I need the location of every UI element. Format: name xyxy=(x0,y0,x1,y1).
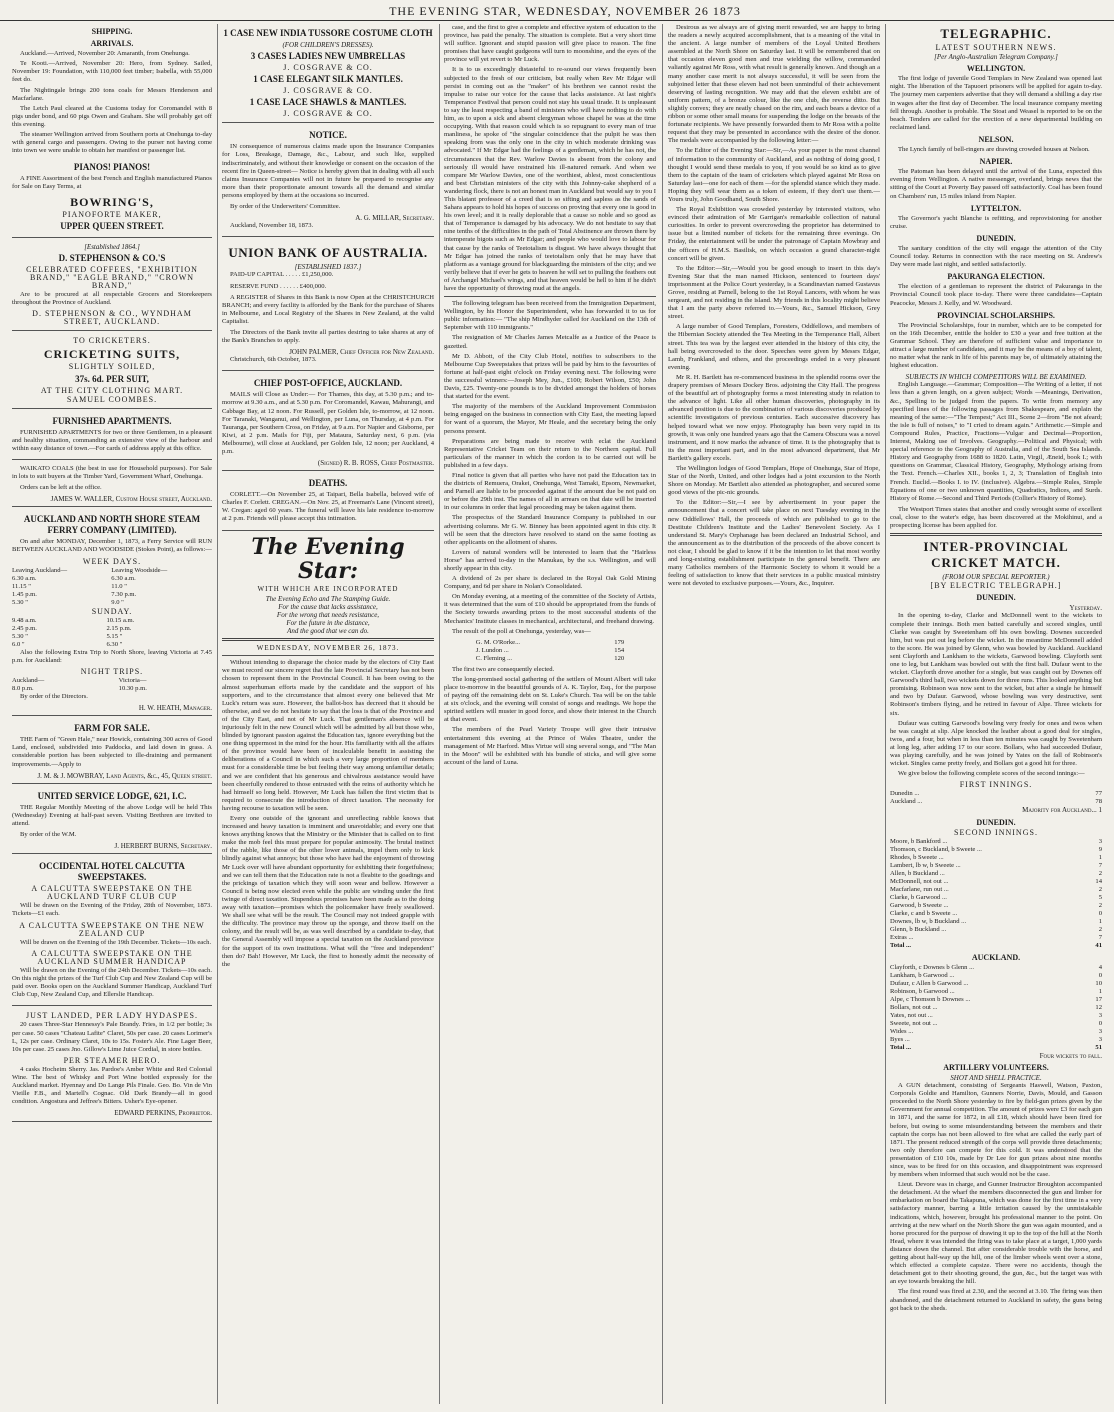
table-row xyxy=(890,1004,1102,1012)
editorial-paragraph: Without intending to disparage the choice made by the electors of City East we must record our sincere regret that the late Provincial Secretary has not been chosen to represent them in the Provincial Council. It has been owing to the almost superhuman efforts made by the candidate and the support of his supporters, and to the circumstance that almost every one believed that Mr Luck's return was sure. However, the ballot-box has decreed that it should be otherwise, and we do not hesitate to say that the loss is that of the Province and of the City East, and not of Mr Luck. That gentleman's absence will be injuriously felt in the new Council which will be admitted by all but those who, blinded by ignorant passion against the Education tax, ignore everything but the one thing uppermost in the mind for the hour. His familiarity with all the affairs of the province would have been of incalculable benefit in assisting the deliberations of a Council in which such a very large proportion of members must for a considerable time be but feeling their way among unfamiliar details; and we are confident that his generous and chivalrous assistance would have been cheerfully rendered to those entrusted with the reins of authority which he had himself so long held. However, Mr Luck has fallen the first victim that is required to consecrate the introduction of direct taxation. The necessity for having recourse to taxation will be seen. xyxy=(222,659,434,812)
post-office-ad xyxy=(222,374,434,471)
scholarships-body: The Provincial Scholarships, four in number, which are to be competed for on the 16th December, entitle the holder to £30 a year and free tuition at the Grammar School. They are therefore of sufficient value and importance to attract a large number of candidates, and it may be the means of a boy of talent, no matter what the rank in life of his parents may be, of ultimately attaining the highest education. xyxy=(890,321,1102,370)
column-divider xyxy=(217,24,218,1404)
news-paragraph: It is to us exceedingly distasteful to re-sound our views frequently been subjected to the fresh of our criticism, but really when Rev Mr Edgar will persist in coming out as the "maker" of his brethren we cannot resist the impulse to raise our voice for the cause that lacks assistance. At last night's Temperance Festival that person could not stay his usual tirade. It is unpleasant to say the least respecting a band of ministers who will have nothing to do with him, as to upon a sick and absent clergyman whose chapel he was at the time occupying. With that reason could which is so repugnant to every man of true manliness, he spoke of "the singular coincidence that the pulpit he was then speaking from was the only one in the city in which moderate drinking was advocated." If Mr Edgar had the feelings of a gentleman, which he has not, the circumstances that the Rev. Warlow Davies is absent from the colony and seriously ill would have restrained his ill-natured remark. And when we compare Mr Warlow Davies, one of the worthiest, ablest, most conscientious and best Christian ministers of the city with this Johnny-cake shepherd of a wandering flock, there is not an honest man in Auckland but would say to you I This blatant professor of a creed that is so sifting and sapless as the sands of Sahara appears to hold his hopes of success on proving that every one is good in his own level; and it is really deplorable that a cause so noble and so good as that of Temperance is damaged by his advocacy. We do not hesitate to say that nine tenths of the difficulties in the path of Total Abstinence are thrown there by intemperate bigots such as Mr Edgar; and people who would love to labour for that cause by the ranks of Teetotalism is disgust. We have always thought that Mr Edgar has joined the ranks of teetotalism only that he may have that platform as a vantage ground for blackguarding the ministers of the city; and we verily believe that if ever he gets to heaven he will set to pulling the feathers out of Archangel Michael's wings, and that heaven would be hell to him if he didn't have the opportunity of throwing mud at the angels. xyxy=(444,66,656,292)
batsman-runs: 1 xyxy=(1098,917,1102,925)
deaths-body: CORLETT.—On November 25, at Taipari, Bella Isabella, beloved wife of Charles F. Corlett. CREGAN.—On Nov. 25, at Freeman's Lane (Vincent street), W. Cregan: aged 60 years. The funeral will leave his late residence to-morrow at 2 p.m. Friends will please accept this intimation. xyxy=(222,491,434,523)
batsman-name: Robinson, b Garwood ... xyxy=(890,987,955,995)
news-items xyxy=(668,24,880,588)
cricket-yesterday: Yesterday. xyxy=(1069,604,1102,613)
artillery-heading: ARTILLERY VOLUNTEERS. xyxy=(943,1062,1049,1072)
sweepstakes-title: OCCIDENTAL HOTEL CALCUTTA SWEEPSTAKES. xyxy=(39,861,185,883)
batsman-name: Clarke, c and b Sweete ... xyxy=(890,909,958,917)
bowring-address: UPPER QUEEN STREET. xyxy=(60,220,164,231)
established-note: [Established 1864.] xyxy=(84,242,140,251)
total-label: Total ... xyxy=(890,1043,912,1051)
westport-body: The Westport Times states that another and costly wrought some of excellent coal, close to the water's edge, has been discovered at the Mokihinui, and a prospecting license has been applied for. xyxy=(890,505,1102,529)
first-innings-heading: FIRST INNINGS. xyxy=(959,780,1033,790)
post-office-body: MAILS will Close as Under:— For Thames, this day, at 5.30 p.m.; and to-morrow at 9.30 a.m., and at 5.30 p.m. For Coromandel, Kawau, Mahurangi, and Cabbage Bay, at 12 noon. For Russell, per Golden Isle, to-morrow, at 12 noon. For Taranaki, Wanganui, and Wellington, per Luna, on Thursday, at 4 p.m. For Tauranga, per Southern Cross, on Friday, at 9 a.m. For Napier and Gisborne, per Kiwi, at 2 p.m. Mails for Fiji, per Mataura, Saturday next, 6 p.m. (via Melbourne), will close at Auckland, per Golden Isle, 12 noon; per Auckland, 4 p.m. xyxy=(222,391,434,455)
news-paragraph: A large number of Good Templars, Foresters, Oddfellows, and members of the Hibernian Society attended the Tea Meeting in the Temperance Hall, Albert street. This tea was by the largest ever attended in the history of this city, the hall being overcrowded to the door. Speeches were given by Messrs Edgar, Lamb, Frankland, and others, and the proceedings ended in a very pleasant evening. xyxy=(668,323,880,371)
table-row xyxy=(890,1012,1102,1020)
scholarships-heading: PROVINCIAL SCHOLARSHIPS. xyxy=(937,310,1055,320)
farm-title: FARM FOR SALE. xyxy=(74,723,150,734)
bowring-name: BOWRING'S, xyxy=(70,194,154,209)
table-row xyxy=(890,934,1102,942)
news-paragraph: Preparations are being made to receive with eclat the Auckland Representative Cricket Team on their return to the Northern capital. Full particulars of the manner in which the cordon is to be carried out will be published in a few days. xyxy=(444,437,656,469)
apartments-body: FURNISHED APARTMENTS for two or three Gentlemen, in a pleasant and healthy situation, commanding an extensive view of the harbour and within easy distance of town.—For cards of address apply at this office. xyxy=(12,428,212,452)
auckland-score-table xyxy=(890,964,1102,1052)
arrival-item: The Nightingale brings 200 tons coals for Messrs Henderson and Macfarlane. xyxy=(12,86,212,102)
latest-news-heading: LATEST SOUTHERN NEWS. xyxy=(935,43,1057,52)
first-innings-table xyxy=(890,790,1102,806)
batsman-runs: 5 xyxy=(1098,893,1102,901)
sweep3-body: Will be drawn on the Evening of the 24th December. Tickets—10s each. On this night the prizes of the Turf Club Cup and New Zealand Cup will be paid over. Books open on the Auckland Summer Handicap, Auckland Turf Club Cup, New Zealand Cup, and Ellerslie Handicap. xyxy=(12,967,212,999)
second-innings-heading: SECOND INNINGS. xyxy=(954,827,1038,837)
deaths-title: DEATHS. xyxy=(308,478,348,489)
table-row: C. Fleming ... 120 xyxy=(475,654,625,662)
total-runs: 41 xyxy=(1095,941,1102,949)
table-row xyxy=(890,854,1102,862)
news-paragraph: The prospectus of the Standard Insurance Company is published in our advertising columns. Mr G. W. Binney has been appointed agent in this city. It will be seen that the directors have resolved to stand on the same footing as other applicants on the allotment of shares. xyxy=(444,514,656,546)
batsman-runs: 2 xyxy=(1098,925,1102,933)
column-1 xyxy=(12,24,212,1409)
register-body: A REGISTER of Shares in this Bank is now Open at the CHRISTCHURCH BRANCH; and every facility is afforded by the Bank for the purchase of Shares in Melbourne, and Local Registry of the Shares in New Zealand, at the valid Capitalist. xyxy=(222,293,434,325)
table-row: 8.0 p.m. 10.30 p.m. xyxy=(12,685,147,693)
napier-body: The Patoman has been delayed until the arrival of the Luna, expected this evening from Wellington. A native messenger, overland, brings news that the sitting of the Court at Poverty Bay passed off satisfactorily. Coal has been found on Chambers' run, 15 miles inland from Napier. xyxy=(890,168,1102,200)
table-row xyxy=(890,988,1102,996)
editorial-paragraph: Every one outside of the ignorant and unreflecting rabble knows that increased and heavy taxation is imminent and unavoidable; and every one that knows anything knows that the Ministry or the Minister that is called on to first make the mob feel this must prepare for popular animosity. The brutal instinct of the rabble, like those of the other lower animals, impel them only to kick blindly against what annoys; but those who have had the enjoyment of throwing Mr Luck over will have abundant opportunity for exhibiting their forgetfulness; and we can tell them that the Education rate is not a fleabite to the goadings and the prickings of taxation which they will soon wear and bellow. However a Council is being now elected even while the public are winding under the first twinge of direct taxation. Stupendous promises have been made as to the doing away with taxation—promises which the policemaker have freely swallowed. We shall see what will be the result. The Council may not indeed grapple with the difficulty. The province may throw up the sponge, and throw itself on the colony, and the result will be, as was well described by a candidate to-day, that the General Assembly will impose a special taxation on the Auckland province for the support of its own institutions. What will the "free and independent" then do? Bah! However, Mr Luck, the first to honestly admit the necessity of the xyxy=(222,815,434,968)
cricket-body: Dufaur was cutting Garwood's bowling very freely for ones and twos when he was caught at slip. Alpe knocked the leather about a good deal for singles, twos, and a four, but when in less than ten minutes was caught by Sweetenham at long leg, after adding 17 to our score. Bollars, who had succeeded Dufaur, was playing carefully, and he was joined by Yates on the fall of Robinson's wicket. Singles came pretty freely, and Bollars got a good hit for three. xyxy=(890,719,1102,768)
napier-heading: NAPIER. xyxy=(979,157,1013,167)
motto-line: For the wrong that needs resistance, xyxy=(276,610,380,619)
ferry-body: On and after MONDAY, December 1, 1873, a Ferry Service will RUN BETWEEN AUCKLAND AND WOODSIDE (Stokes Point), as follows:— xyxy=(12,538,212,554)
election-body: The election of a gentleman to represent the district of Pakuranga in the Provincial Council took place to-day. There were three candidates—Captain Peacocke, Messrs J. Kelly, and W. Woodward. xyxy=(890,283,1102,307)
batsman-name: Lankham, b Garwood ... xyxy=(890,971,955,979)
sweep1-title: A CALCUTTA SWEEPSTAKE ON THE AUCKLAND TURF CLUB CUP xyxy=(31,884,193,902)
table-row: 11.15 " 11.0 " xyxy=(12,582,127,590)
lodge-title: UNITED SERVICE LODGE, 621, I.C. xyxy=(37,790,187,801)
table-row: Dunedin ... 77 xyxy=(890,790,1102,798)
news-paragraph: Mr R. H. Bartlett has re-commenced business in the splendid rooms over the drapery premises of Messrs Dockey Bros. adjoining the City Hall. The progress of the beautiful art of photography forms a most interesting study in relation to the advance of light. Like all other human discoveries, photography in its advanced position is due to the combination of various discoveries produced by scientific investigators of previous centuries. Each successive discovery has helped toward what we now enjoy. Photography has been very rapid in its growth, it was only one hundred years ago that the Camera Obscura was a novel instrument, and it now marks the advance of time. It is the photography that is its the most important part, and in the most advanced department, that Mr Bartlett's gallery excels. xyxy=(668,373,880,462)
batsman-runs: 9 xyxy=(1098,845,1102,853)
column-5 xyxy=(890,24,1102,1409)
news-paragraph: case, and the first to give a complete and effective system of education to the province, has paid the penalty. The situation is complete. But a very short time will suffice. Ignorant and stupid passion will give place to reason. The fine promises that have caught gudgeons will turn to moonshine, and the eyes of the province will yet revert to Mr Luck. xyxy=(444,24,656,64)
lodge-signature: J. HERBERT BURNS, Secretary. xyxy=(114,842,212,851)
register-signature: JOHN PALMER, Chief Officer for New Zealand. xyxy=(289,348,434,357)
news-paragraph: The long-promised social gathering of the settlers of Mount Albert will take place to-morrow in the beautiful grounds of A. K. Taylor, Esq., for the purpose of paying off the remaining debt on St. Luke's Church. Tea will be on the table at six o'clock, and the evening will consist of songs and readings. We hope the spirited settlers will muster in good force, and show their interest in the Church at that event. xyxy=(444,675,656,724)
batsman-name: Allen, b Buckland ... xyxy=(890,869,945,877)
shipping-heading: SHIPPING. xyxy=(91,27,133,36)
arrivals-heading: ARRIVALS. xyxy=(90,39,134,49)
wellington-body: The first lodge of juvenile Good Templars in New Zealand was opened last night. The liberation of the Tapuoeri prisoners will be applied for again to-day. The journey men carpenters advertise that they will demand a shilling a day rise in wages after the first day of December. The local insurance company meeting fell through. Another is probable. The Stoat and Weasel is reported to be on the beach. Tenders are called for the erection of a new departmental building on reclaimed land. xyxy=(890,75,1102,131)
notice-body: IN consequence of numerous claims made upon the Insurance Companies for Loss, Breakage, Damage, &c., Labour, and such like, supplied indiscriminately, and without their knowledge or consent on the occasion of the recent fire in Queen-street— Notice is hereby given that in dealing with all such claims Insurance Companies will not in future be prepared to recognise any more than their proportionate amount towards all the demand and similar persons employed by them at the occasions so incurred. xyxy=(222,143,434,199)
column-2 xyxy=(222,24,434,1409)
shawls-title: 1 CASE LACE SHAWLS & MANTLES. xyxy=(249,97,407,108)
editorial-date: WEDNESDAY, NOVEMBER 26, 1873. xyxy=(256,644,400,653)
news-items xyxy=(444,24,656,636)
batsman-runs: 2 xyxy=(1098,901,1102,909)
table-row xyxy=(890,1028,1102,1036)
news-paragraph: The result of the poll at Onehunga, yesterday, was— xyxy=(452,627,591,635)
table-row xyxy=(890,902,1102,910)
nameplate-incorporated-titles: The Evening Echo and The Stamping Guide. xyxy=(265,594,391,603)
batsman-runs: 0 xyxy=(1098,909,1102,917)
batsman-name: Moore, b Bankford ... xyxy=(890,837,948,845)
poll-note: The first two are consequently elected. xyxy=(452,665,555,673)
news-paragraph: The members of the Pearl Variety Troupe will give their intrusive entertainment this evening at the Prince of Wales Theatre, under the management of Mr Harford. Miss Virtue will sing several songs, and "The Man in the Moon" will be exhibited with his bundle of sticks, and will give some account of the land of Luna. xyxy=(444,726,656,766)
election-heading: PAKURANGA ELECTION. xyxy=(947,272,1045,282)
table-row xyxy=(890,846,1102,854)
table-row: 9.48 a.m. 10.15 a.m. xyxy=(12,616,135,624)
table-row xyxy=(890,1020,1102,1028)
batsman-runs: 3 xyxy=(1098,837,1102,845)
perkins-signature: EDWARD PERKINS, Proprietor. xyxy=(114,1109,212,1118)
telegraphic-heading: TELEGRAPHIC. xyxy=(940,26,1052,41)
waikato-body: WAIKATO COALS (the best in use for Household purposes). For Sale in lots to suit buyers at the Timber Yard, Government Wharf, Onehunga. xyxy=(12,465,212,481)
masthead-rule xyxy=(0,20,1114,21)
table-row xyxy=(890,964,1102,972)
tussore-title: 1 CASE NEW INDIA TUSSORE COSTUME CLOTH xyxy=(223,28,433,38)
column-3 xyxy=(444,24,656,1409)
nelson-heading: NELSON. xyxy=(978,134,1014,144)
news-items-2 xyxy=(444,666,656,767)
sweep2-title: A CALCUTTA SWEEPSTAKE ON THE NEW ZEALAND CUP xyxy=(19,920,205,938)
bowring-sub: PIANOFORTE MAKER, xyxy=(62,209,162,219)
news-paragraph: The Royal Exhibition was crowded yesterday by interested visitors, who evinced their admiration of Mr Garrigan's remarkable collection of natural curiosities. In order to prevent overcrowding the proprietor has determined to issue but a limited number of tickets for the remaining three evenings. On Friday, the entertainment will be under the patronage of Captain Mowbray and the officers of H.M.S. Basilisk, on which occasion a grand character-night concert will be given. xyxy=(668,206,880,262)
pianos-ad xyxy=(12,158,212,237)
table-row: 5.30 " 5.15 " xyxy=(12,632,123,640)
table-row: 6.30 a.m. 6.30 a.m. xyxy=(12,574,136,582)
batsman-name: Glenn, b Buckland ... xyxy=(890,925,947,933)
notice-order: By order of the Underwriters' Committee. xyxy=(230,203,341,211)
table-row xyxy=(890,1036,1102,1044)
sunday-heading: SUNDAY. xyxy=(91,606,133,616)
batsman-name: Garwood, b Sweete ... xyxy=(890,901,949,909)
arrival-item: Auckland.—Arrived, November 20: Amaranth, from Onehunga. xyxy=(20,50,190,58)
arrival-item: The Letch Paul cleared at the Customs today for Coromandel with 8 pigs under bond, and 60 pigs Owen and Graham. She will probably get off this evening. xyxy=(12,104,212,128)
union-bank-ad xyxy=(222,240,434,371)
table-row xyxy=(890,926,1102,934)
cosgrave-name: J. COSGRAVE & CO. xyxy=(283,63,373,73)
table-row xyxy=(890,862,1102,870)
lyttelton-body: The Governor's yacht Blanche is refitting, and reprovisioning for another cruise. xyxy=(890,214,1102,230)
artillery-body: A GUN detachment, consisting of Sergeants Haswell, Watson, Paxton, Corporals Goldie and Hamilton, Gunners Norrie, Davis, Mould, and Gasson proceeded to the North Shore yesterday to fire by field-gun prizes given by the Government for annual competition. The amount of prizes were £3 for each gun in 1871, and the same for 1872, in all £18, which should have been fired for before, but owing to some misunderstanding between the members and their captain the corps has not been allowed to fire what are called the early part of 1871. The present reduced strength of the corps will provide three detachments; two only therefore can compete for this cold. It was understood that the presentation of £10 10s, made by Dr Lee for gun prizes about nine months since, was to be fired for on this occasion, and disappointment was expressed by members when informed that such would not be the case. xyxy=(890,1082,1102,1179)
sweep1-body: Will be drawn on the Evening of the Friday, 28th of November, 1873. Tickets—£1 each. xyxy=(12,902,212,918)
notice-ad xyxy=(222,126,434,237)
cricket-reporter: (FROM OUR SPECIAL REPORTER.) xyxy=(942,573,1050,582)
table-row: 2.45 p.m. 2.15 p.m. xyxy=(12,624,132,632)
samuel-coombes: SAMUEL COOMBES. xyxy=(66,394,158,404)
cricket-body: In the opening to-day, Clarke and McDonnell went to the wickets to complete their innings. Both men batted carefully and scored singles, until Clarke was caught by Sweetenham off his own bowling. Downes succeeded him, but was put out leg before the wicket. In the meantime McDonnell added to the score. He was joined by Glenn, who was bowled by Auckland. Auckland sent Clayforth and Lankham to the wickets, Garwood bowling. Clayforth sent one to leg, but Lankham was bowled out with the first ball. Dufaur went to the wicket. Clayforth drove another for a single, but was caught out by Downes off Garwood's third ball, two wickets down for three runs. This looked anything but promising. Robinson was now sent to the wicket, but after a single he himself and two by Dufaur. Garwood, whose bowling was very destructive, sent Robinson's timbers flying, and he retired in favour of Alpe. Three wickets for six. xyxy=(890,612,1102,717)
masthead: THE EVENING STAR, WEDNESDAY, NOVEMBER 26 1873 xyxy=(389,4,741,18)
hero-body: 4 casks Hocheim Sherry. Jas. Pardoe's Amber White and Red Colonial Wine. The best of Whisky and Port Wine bottled expressly for the Auckland market. Hyennay and Do Lange Pils Finale. Geo. Bo. Vin de Vin Vieille F.B., and Martell's Cognac. Old Dark Brandy—all in good condition. Angostura and Jeffree's Bitters. Usher's Eye-opener. xyxy=(12,1065,212,1106)
stephenson-address: D. STEPHENSON & CO., WYNDHAM STREET, AUCKLAND. xyxy=(32,309,192,327)
batsman-name: Rhodes, b Sweete ... xyxy=(890,853,944,861)
stephenson-ad xyxy=(12,241,212,332)
batsman-runs: 1 xyxy=(1098,853,1102,861)
union-bank-established: [ESTABLISHED 1837.] xyxy=(294,263,362,272)
ferry-col-head: Leaving Woodside— xyxy=(111,566,168,574)
ferry-sunday-table xyxy=(12,617,212,649)
shot-shell-heading: SHOT AND SHELL PRACTICE. xyxy=(950,1073,1042,1082)
total-label: Total ... xyxy=(890,941,912,949)
suit-price: 37s. 6d. PER SUIT, xyxy=(75,373,149,384)
news-paragraph: To the Editor:—Sir,—I see by advertisement in your paper the announcement that a concert will take place on next Tuesday evening in the new Oddfellows' Hall, the proceeds of which are published to go to the Destitute Children's Institute and the Ladies' Benevolent Society. As I understand St. Mary's Orphanage has been declared an Industrial School, and the announcement as to the distribution of the proceeds of the above concert is not clear, I should be glad to know if it be the intention to let that most worthy and long-existing establishment participate in the general benefit. There are many Catholics members of the Harmonic Society to whom it would be a feeling of satisfaction to know that their services in a public musical ministry were not devoted to exclusive purposes.—Yours, &c., Inquirer. xyxy=(668,499,880,588)
divider xyxy=(222,655,434,656)
table-row xyxy=(890,894,1102,902)
batsman-name: Bollars, not out ... xyxy=(890,1003,938,1011)
table-row: 6.0 " 6.30 " xyxy=(12,640,123,648)
news-paragraph: Lovers of natural wonders will be interested to learn that the "Hairless Horse" has arrived to-day in the Manukau, by the s.s. Wellington, and will shortly appear in this city. xyxy=(444,548,656,572)
news-paragraph: The majority of the members of the Auckland Improvement Commission being engaged on the business in connection with City East, the meeting lapsed for want of a quorum, the Mayor, Mr Heale, and the secretary being the only persons present. xyxy=(444,403,656,435)
total-row xyxy=(890,942,1102,950)
nameplate-incorporated: WITH WHICH ARE INCORPORATED xyxy=(257,584,399,593)
wellington-heading: WELLINGTON. xyxy=(966,64,1026,74)
news-paragraph: A dividend of 2s per share is declared in the Royal Oak Gold Mining Company, and 6d per share in Nolan's Consolidated. xyxy=(444,575,656,591)
lodge-ad xyxy=(12,787,212,854)
batsman-runs: 7 xyxy=(1098,861,1102,869)
ferry-title: AUCKLAND AND NORTH SHORE STEAM FERRY COMPANY (LIMITED). xyxy=(23,514,201,536)
batsman-name: Clayforth, c Downes b Glenn ... xyxy=(890,963,975,971)
landed-body: 20 cases Three-Star Hennessy's Pale Brandy. Fries, in 1/2 per bottle; 3s per case. 50 cases "Chateau Lafite" Claret, 50s per case. 20 cases Lorimer's L, 12s per case. Ordinary Claret, 10s to 15s. Foster's Ale. Fine Lager Beer, 10s per case. 25 cases Jno. Gillow's Lime Juice Cordial, in store bottles. xyxy=(12,1021,212,1053)
table-row: Auckland ... 78 xyxy=(890,798,1102,806)
ferry-order: By order of the Directors. xyxy=(20,693,88,701)
arrival-item: The steamer Wellington arrived from Southern ports at Onehunga to-day with general cargo and passengers. Owing to the purser not having come into town we were unable to obtain her manifest or passenger list. xyxy=(12,131,212,155)
news-paragraph: The resignation of Mr Charles James Metcalfe as a Justice of the Peace is gazetted. xyxy=(444,334,656,350)
pianos-title: PIANOS! PIANOS! xyxy=(73,162,151,173)
motto-line: For the future in the distance, xyxy=(286,618,370,627)
news-paragraph: Final notice is given that all parties who have not paid the Education tax in the districts of Remuera, Orakei, Onehunga, West Tamaki, Epsom, Newmarket, and Parnell are liable to be proceeded against if the amount due be not paid on or before the 29th inst. The names of all in arrears on that date will be inserted in our columns in order that legal proceeding may be taken against them. xyxy=(444,471,656,512)
majority-line: Majority for Auckland... 1 xyxy=(1022,806,1102,815)
batsman-runs: 7 xyxy=(1098,933,1102,941)
batsman-runs: 17 xyxy=(1095,995,1102,1003)
farm-signature: J. M. & J. MOWBRAY, Land Agents, &c., 45, Queen street. xyxy=(37,771,212,780)
register-body-2: The Directors of the Bank invite all parties desiring to take shares at any of the Bank's Branches to apply. xyxy=(222,328,434,345)
batsman-name: Thomson, c Buckland, b Sweete ... xyxy=(890,845,982,853)
batsman-name: Byes ... xyxy=(890,1035,910,1043)
table-row xyxy=(890,838,1102,846)
sweepstakes-ad xyxy=(12,857,212,1006)
batsman-runs: 2 xyxy=(1098,885,1102,893)
batsman-name: Downes, lb w, b Buckland ... xyxy=(890,917,967,925)
batsman-runs: 0 xyxy=(1098,971,1102,979)
batsman-name: Macfarlane, run out ... xyxy=(890,885,949,893)
batsman-name: Lambert, lb w, b Sweete ... xyxy=(890,861,961,869)
stephenson-brands: CELEBRATED COFFEES, "EXHIBITION BRAND," "EAGLE BRAND," "CROWN BRAND," xyxy=(26,264,198,290)
reserve-fund: RESERVE FUND . . . . . . £400,000. xyxy=(230,282,327,290)
lyttelton-heading: LYTTELTON. xyxy=(970,203,1022,213)
landed-title: JUST LANDED, PER LADY HYDASPES. xyxy=(26,1011,198,1021)
column-divider xyxy=(662,24,663,1404)
register-date: Christchurch, 6th October, 1873. xyxy=(230,356,317,364)
post-office-title: CHIEF POST-OFFICE, AUCKLAND. xyxy=(253,378,403,389)
table-row: 5.30 " 9.0 " xyxy=(12,598,124,606)
cosgrave-name: J. COSGRAVE & CO. xyxy=(283,86,373,96)
paid-up-capital: PAID-UP CAPITAL . . . . . £1,250,000. xyxy=(230,271,334,279)
news-paragraph: Desirous as we always are of giving merit rewarded, we are happy to bring the readers a newly acquired accomplishment, that is a meaning of the vital in the ancient. A large number of members of the Loyal United Brothers assembled at the North Shore on Saturday last. It will be remembered that on that occasion eleven good men and true wielding the willow, commanded valiantly against Mr Ross, with what result is generally known. And though an a many another case merit is not always successful, it will be seen from the subjoined letter that these eleven had not been unmindful of their achievement deserving of lasting recognition. We may add that the eleven exhibit are of uniform pattern, of a bronze colour, like the one club, the reverse ditto. But slightly convex; they are neatly chased on the rim, and each bears a device of a ribbon or some other small means for suspending the lodge on the breasts of the fortunate recipients. We have presently forwarded them to Mr Ross with a polite request that they may be presented in accordance with the desire of the donor. The medals were accompanied by the following letter:— xyxy=(668,24,880,145)
cricket-heading: INTER-PROVINCIAL CRICKET MATCH. xyxy=(923,539,1069,571)
farm-body: THE Farm of "Green Hale," near Howick, containing 300 acres of Good Land, enclosed, subdivided into Paddocks, and laid down in grass. A considerable portion has been subjected to ille-draining and permanent improvements.—Apply to xyxy=(12,736,212,768)
batsman-runs: 14 xyxy=(1095,877,1102,885)
motto-line: For the cause that lacks assistance, xyxy=(278,602,378,611)
news-paragraph: To the Editor:—Sir,—Would you be good enough to insert in this day's Evening Star that the man named Hickson, sentenced to fourteen days' imprisonment at the Police Court yesterday, is a Scandinavian named Gustavus Grove, residing at Parnell, belong to the 1st Royal Lancers, with whom he was sergeant, and not residing in the island. My friends in this locality might believe that I am the party above referred to.—Yours, &c., Samuel Hickson, Grey street. xyxy=(668,264,880,321)
cricketing-suits: CRICKETING SUITS, xyxy=(43,347,181,362)
notice-title: NOTICE. xyxy=(309,130,347,141)
union-bank-title: UNION BANK OF AUSTRALIA. xyxy=(228,245,428,261)
table-row: J. Lundon ... 154 xyxy=(475,646,625,654)
news-paragraph: On Monday evening, at a meeting of the committee of the Society of Artists, it was determined that the sum of £10 should be appropriated from the funds of the Society towards awarding prizes to the most successful students of the Mechanics' Institute classes in mechanical, architectural, and freehand drawing. xyxy=(444,593,656,625)
batsman-runs: 10 xyxy=(1095,979,1102,987)
batsman-name: Wides ... xyxy=(890,1027,914,1035)
motto-line: And the good that we can do. xyxy=(287,627,369,636)
auckland-innings-heading: AUCKLAND. xyxy=(971,952,1021,962)
batsman-name: Yates, not out ... xyxy=(890,1011,933,1019)
stephenson-title: D. STEPHENSON & CO.'S xyxy=(58,252,166,263)
editorial xyxy=(222,659,434,969)
lodge-body: THE Regular Monthly Meeting of the above Lodge will be held This (Wednesday) Evening at half-past seven. Visiting Brethren are invited to attend. xyxy=(12,803,212,827)
apartments-title: FURNISHED APARTMENTS. xyxy=(52,415,172,426)
total-row xyxy=(890,1044,1102,1052)
weekdays-heading: WEEK DAYS. xyxy=(82,556,142,566)
lodge-order: By order of the W.M. xyxy=(20,830,77,838)
table-row xyxy=(890,980,1102,988)
cricketers-ad xyxy=(12,334,212,408)
table-row xyxy=(890,870,1102,878)
batsman-runs: 2 xyxy=(1098,869,1102,877)
batsman-name: Dufaur, c Allen b Garwood ... xyxy=(890,979,969,987)
waikato-orders: Orders can be left at the office. xyxy=(20,484,102,492)
notice-signature: A. G. MILLAR, Secretary. xyxy=(355,214,434,223)
dunedin-innings-heading: DUNEDIN. xyxy=(976,817,1016,827)
batsman-runs: 3 xyxy=(1098,1027,1102,1035)
table-row xyxy=(890,996,1102,1004)
night-trips-heading: NIGHT TRIPS. xyxy=(80,666,144,676)
batsman-runs: 0 xyxy=(1098,1019,1102,1027)
cricket-body: We give below the following complete scores of the second innings:— xyxy=(898,770,1085,778)
table-row: 1.45 p.m. 7.30 p.m. xyxy=(12,590,137,598)
waikato-ad xyxy=(12,463,212,507)
column-divider xyxy=(439,24,440,1404)
ferry-signature: H. W. HEATH, Manager. xyxy=(138,704,212,713)
evening-star-nameplate: The Evening Star: xyxy=(251,533,405,584)
ferry-note: Also the following Extra Trip to North Shore, leaving Victoria at 7.45 p.m. for Auckland: xyxy=(12,648,212,664)
batsman-runs: 3 xyxy=(1098,1035,1102,1043)
ferry-weekday-table xyxy=(12,567,212,607)
ferry-ad xyxy=(12,510,212,716)
cricket-dunedin-heading: DUNEDIN. xyxy=(976,593,1016,603)
subjects-body: English Language.—Grammar; Composition—The Writing of a letter, if not less than a given length, on a given subject; Words —Meanings, Derivation, &c., Spelling to be judged from the papers. To write from memory any specified lines of the following passages from Shakespeare, and explain the meaning of the same:—"The Tempest;" Act III., Scene 2—from "Be not afeard; the isle is full of noises," to "I cried to dream again." Arithmetic.—Simple and Compound Rules, Practice, Fractions—Vulgar and Decimal—Proportion, Interest, Making use of Involves. Geography.—Political and Physical; with special reference to the Geography of Australia, and of the South Sea Islands. History and Geography from 1688 to 1820. Latin, Virgil, Æneid, book I.; with questions on Grammar, Classical History, Geography, Mythology arising from the Text. French.—Charles XII., books 1, 2, 3; Translation of English into French. Euclid.—Books I. to IV. (inclusive). Algebra.—Simple Rules, Simple Equations of one or two unknown quantities, Quadratics, Indices, and Surds. History of Rome.—Second and Third Periods (Collier's History of Rome). xyxy=(890,381,1102,502)
divider xyxy=(222,638,434,641)
dunedin-score-table xyxy=(890,838,1102,950)
batsman-runs: 12 xyxy=(1095,1003,1102,1011)
arrivals-list xyxy=(12,50,212,155)
deaths-notice xyxy=(222,474,434,530)
sweep3-title: A CALCUTTA SWEEPSTAKE ON THE AUCKLAND SUMMER HANDICAP xyxy=(31,948,193,966)
apartments-ad xyxy=(12,412,212,460)
batsman-runs: 4 xyxy=(1098,963,1102,971)
divider xyxy=(890,533,1102,536)
four-wickets-note: Four wickets to fall. xyxy=(1039,1051,1102,1060)
cosgrave-ad xyxy=(222,24,434,123)
batsman-runs: 1 xyxy=(1098,987,1102,995)
news-paragraph: The following telegram has been received from the Immigration Department, Wellington, by his Honor the Superintendent, who has forwarded it to us for public information:— "The ship Mindhyder called for Auckland on the 13th of September with 110 immigrants." xyxy=(444,300,656,332)
notice-date: Auckland, November 18, 1873. xyxy=(230,222,314,230)
sweep2-body: Will be drawn on the Evening of the 19th December. Tickets—10s each. xyxy=(20,938,212,946)
press-credit: [Per Anglo-Australian Telegram Company.] xyxy=(934,53,1058,62)
dunedin-body: The sanitary condition of the city will engage the attention of the City Council today. Returns in connection with the race meeting on St. Andrew's Day were made last night, and settled satisfactorily. xyxy=(890,244,1102,269)
total-runs: 51 xyxy=(1095,1043,1102,1051)
news-paragraph: Mr D. Abbott, of the City Club Hotel, notifies to subscribers to the Melbourne Cup Sweepstakes that prizes will be paid by him to the favourites of fortune at half-past eight o'clock on Friday evening next. The following were the successful winners:—Joseph Mey, Jun., £100; Robert Wilson, £50; John Davis, £25. Twenty-one pounds is to be divided amongst the holders of horses that started for the event. xyxy=(444,352,656,401)
slightly-soiled: SLIGHTLY SOILED, xyxy=(68,362,156,372)
night-trips-table xyxy=(12,677,212,693)
table-row xyxy=(890,910,1102,918)
nelson-body: The Lynch family of bell-ringers are drawing crowded houses at Nelson. xyxy=(898,146,1090,154)
table-row xyxy=(890,878,1102,886)
table-row xyxy=(890,886,1102,894)
batsman-name: Sweete, not out ... xyxy=(890,1019,938,1027)
waikato-signature: JAMES W. WALLER, Custom House street, Auckland. xyxy=(50,495,212,504)
table-row: Auckland— Victoria— xyxy=(12,677,147,685)
farm-ad xyxy=(12,719,212,783)
artillery-body: The first round was fired at 2.30, and the second at 3.10. The firing was then abandoned, and the detachment returned to Auckland in safety, the guns being got back to the sheds. xyxy=(890,1288,1102,1312)
batsman-name: McDonnell, not out ... xyxy=(890,877,949,885)
stephenson-body: Are to be procured at all respectable Grocers and Storekeepers throughout the Province of Auckland. xyxy=(12,290,212,307)
umbrellas-title: 3 CASES LADIES NEW UMBRELLAS xyxy=(250,51,406,62)
electric-telegraph: [BY ELECTRIC TELEGRAPH.] xyxy=(930,581,1062,591)
table-row: G. M. O'Rorke... 179 xyxy=(475,638,625,646)
arrival-item: Te Kooti.—Arrived, November 20: Hero, from Sydney. Sailed, November 19: Foundation, with 110,000 feet timber; Isabella, with 55,000 feet do. xyxy=(12,60,212,84)
pianos-body: A FINE Assortment of the best French and English manufactured Pianos for Sale on Easy Terms, at xyxy=(12,175,212,191)
post-office-signature: (Signed) R. B. ROSS, Chief Postmaster. xyxy=(317,459,434,468)
ferry-col-head: Leaving Auckland— xyxy=(12,566,68,574)
dunedin-heading: DUNEDIN. xyxy=(976,233,1016,243)
batsman-name: Alpe, c Thomson b Downes ... xyxy=(890,995,971,1003)
city-mart: AT THE CITY CLOTHING MART. xyxy=(40,385,184,395)
cosgrave-name: J. COSGRAVE & CO. xyxy=(283,109,373,119)
batsman-name: Clarke, b Garwood ... xyxy=(890,893,947,901)
column-divider xyxy=(885,24,886,1404)
batsman-runs: 3 xyxy=(1098,1011,1102,1019)
column-4 xyxy=(668,24,880,1409)
table-row xyxy=(890,918,1102,926)
news-paragraph: To the Editor of the Evening Star:—Sir,—As your paper is the most channel of information to the community of Auckland, and as nothing of doing good, I thought I would send these medals to you, if you would be so kind as to give them to the captain of the team of cricketers which played against Mr Ross on Saturday last—one for each of them —for the splendid stance which they made. Hoping they will wear them as a token of esteem, if they don't use them.—Yours truly, John Goodhand, South Shore. xyxy=(668,147,880,203)
subjects-heading: SUBJECTS IN WHICH COMPETITORS WILL BE EXAMINED. xyxy=(905,373,1087,382)
tussore-sub: (FOR CHILDREN'S DRESSES). xyxy=(282,41,374,49)
cricketers-heading: TO CRICKETERS. xyxy=(73,336,151,346)
silks-title: 1 CASE ELEGANT SILK MANTLES. xyxy=(253,74,403,85)
onehunga-poll-table xyxy=(476,639,624,663)
hero-title: PER STEAMER HERO. xyxy=(63,1055,161,1065)
batsman-name: Extras ... xyxy=(890,933,914,941)
table-row xyxy=(890,972,1102,980)
divider xyxy=(444,296,656,297)
artillery-body: Lieut. Devore was in charge, and Gunner Instructor Broughton accompanied the detachment. At the wharf the members disconnected the gun and limber for embarkation on board the Takapuna, which was done for the first time in a very satisfactory manner, barring a little irritation caused by the unmistakable indications, which, however, brought his professional manner to the point. On arriving at the new wharf on the North Shore the gun was again mounted, and a horse procured for the purpose of drawing it up to the top of the hill at the North Head, where it was intended the firing was to take place at a target, 1,000 yards distance down the channel. But after considerable trouble with the horse, and getting about half-way up the hill, one of the limber wheels went over a stone, which effected a complete capsize. There were no accidents, though the detachment got to their shooting ground, the gun, &c., but the target was with an eye towards breaking the hill. xyxy=(890,1181,1102,1286)
news-paragraph: The Wellington lodges of Good Templars, Hope of Onehunga, Star of Hope, Star of the North, United, and other lodges had a joint excursion to the North Shore on Monday. Mr Bartlett also attended as photographer, and secured some good views of the pic-nic grounds. xyxy=(668,464,880,497)
wines-ad xyxy=(12,1009,212,1121)
